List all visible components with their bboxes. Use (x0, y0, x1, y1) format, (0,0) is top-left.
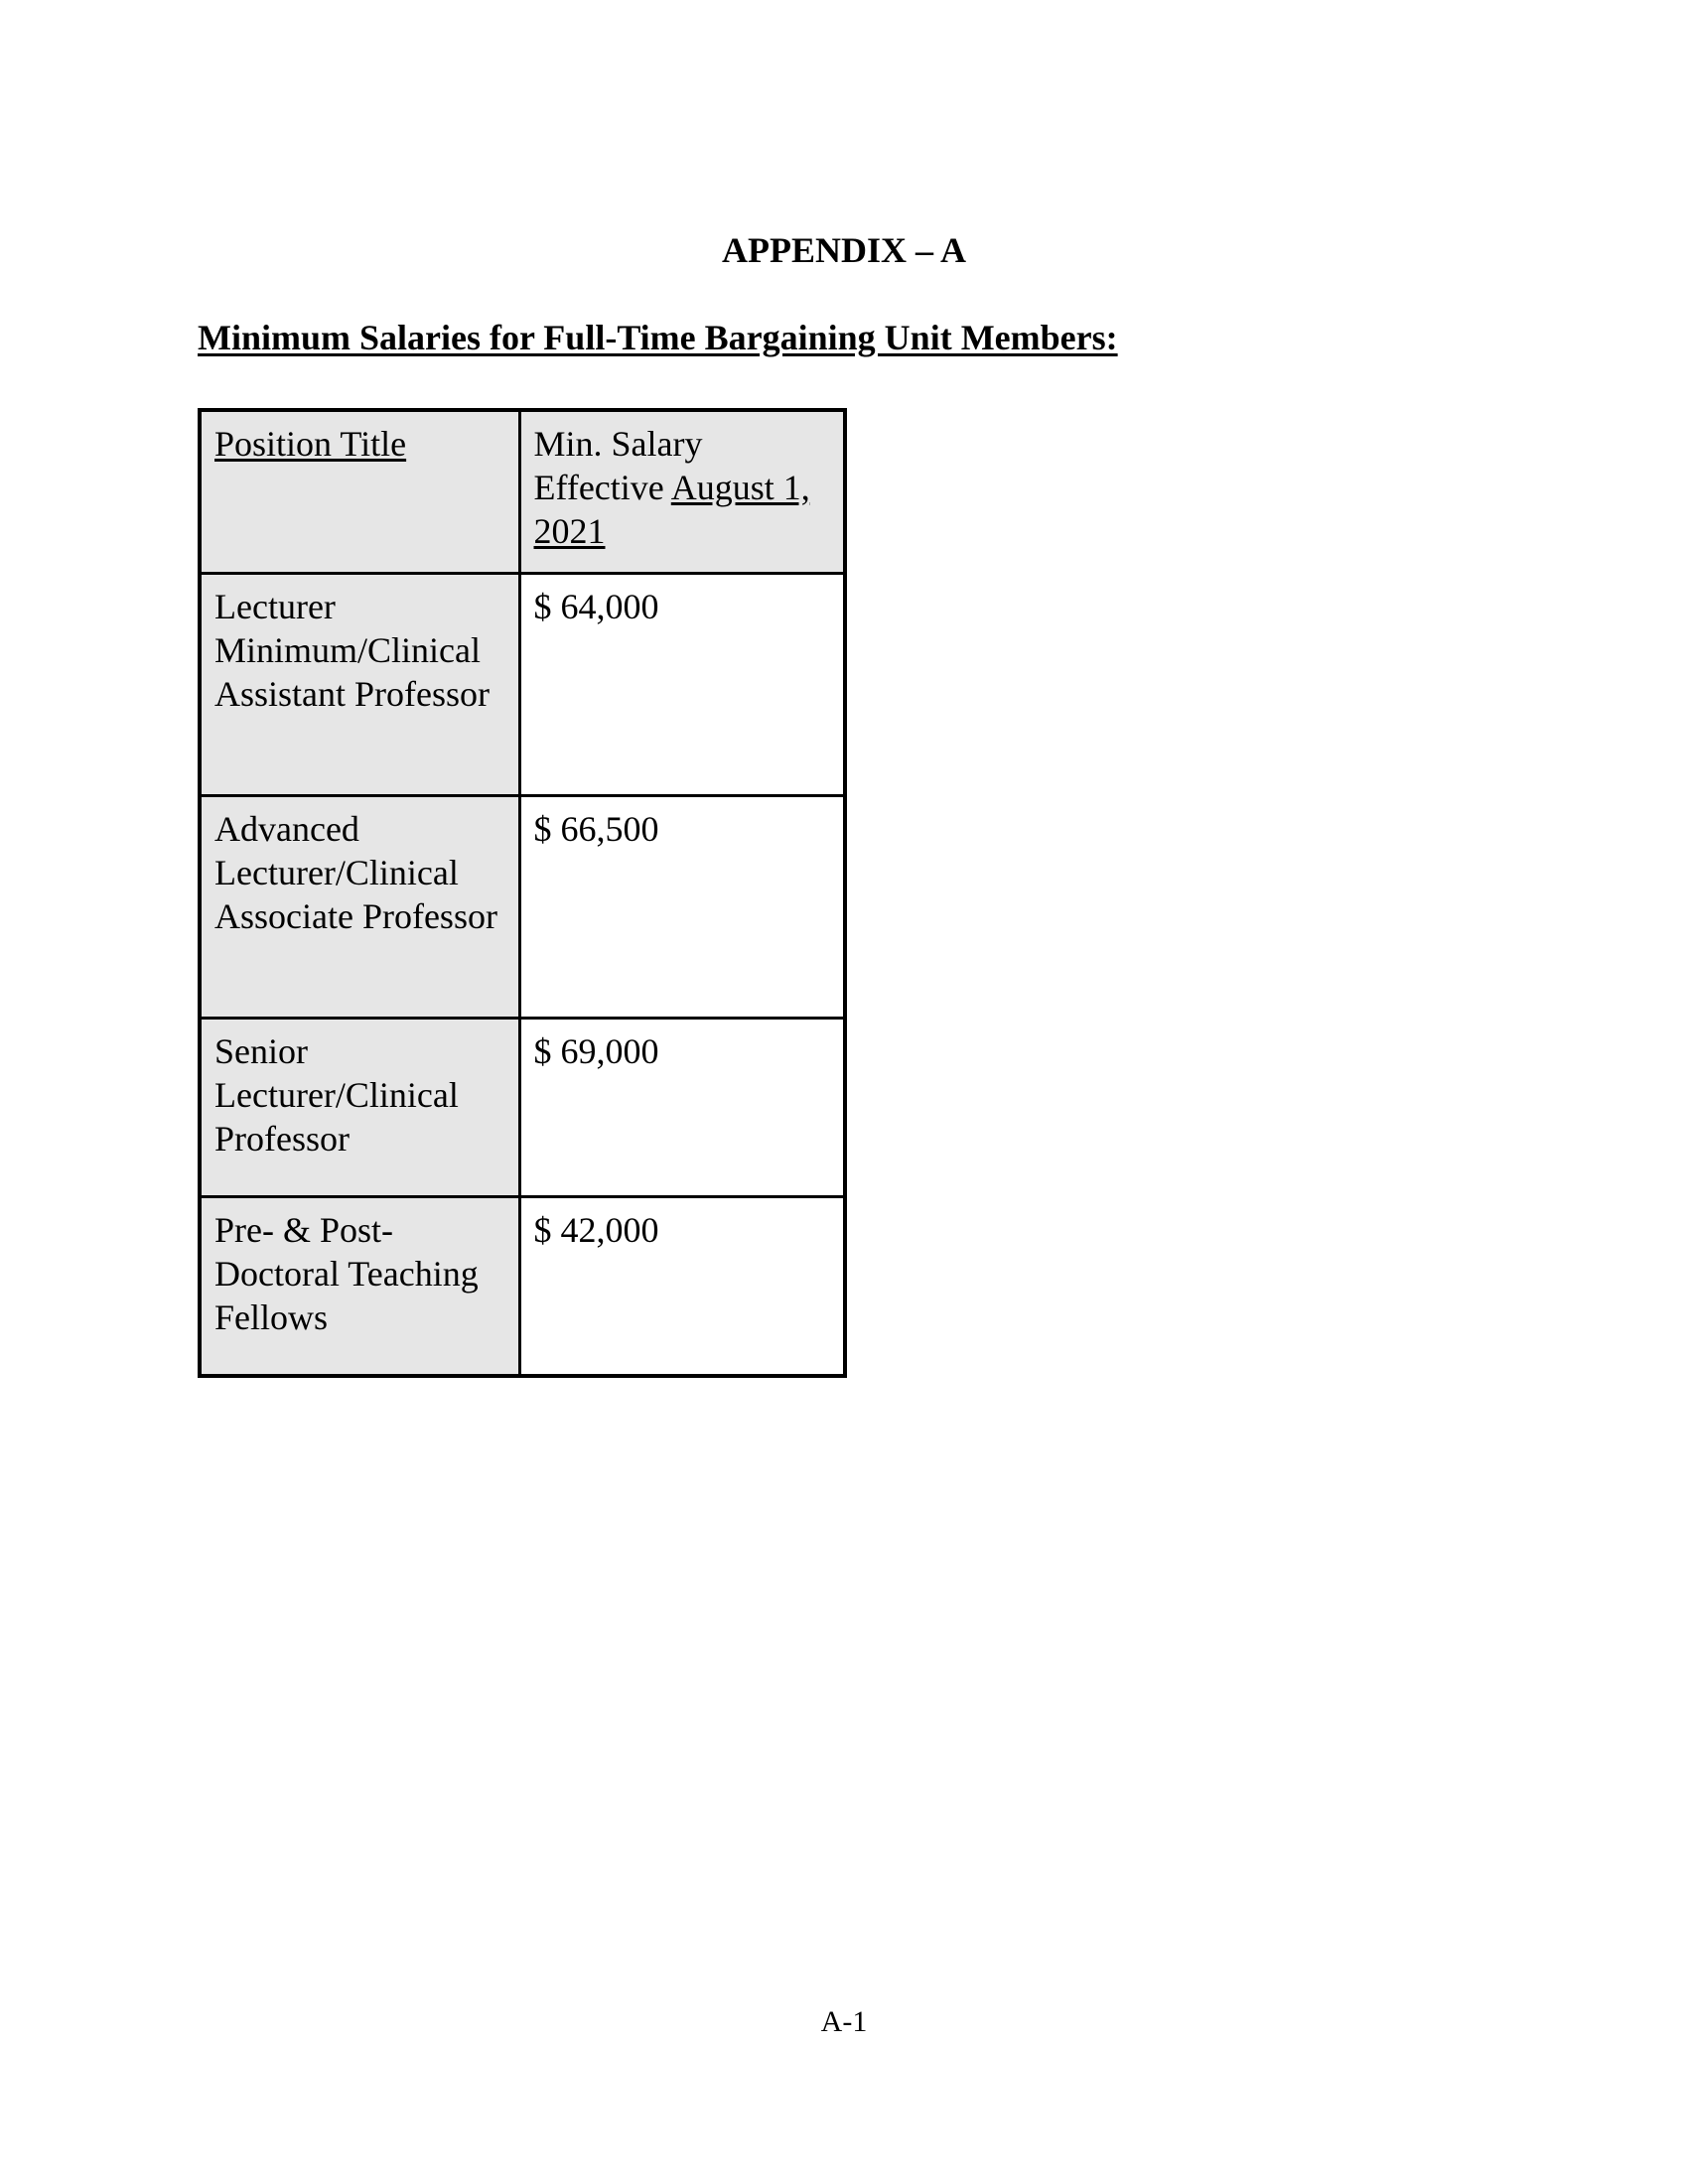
appendix-title: APPENDIX – A (721, 230, 966, 270)
position-cell: Senior Lecturer/Clinical Professor (200, 1019, 519, 1197)
section-heading: Minimum Salaries for Full-Time Bargaining Unit Members: (198, 318, 1118, 357)
header-salary-date: August 1, 2021 (533, 468, 810, 551)
position-cell: Lecturer Minimum/Clinical Assistant Professor (200, 574, 519, 796)
table-row (200, 1197, 845, 1377)
salary-cell: $ 42,000 (519, 1197, 845, 1377)
table-row (200, 796, 845, 1019)
position-cell: Advanced Lecturer/Clinical Associate Professor (200, 796, 519, 1019)
salary-cell: $ 64,000 (519, 574, 845, 796)
table-row (200, 1019, 845, 1197)
header-cell-salary (519, 410, 845, 574)
header-cell-position (200, 410, 519, 574)
position-cell: Pre- & Post-Doctoral Teaching Fellows (200, 1197, 519, 1377)
header-salary-prefix: Min. Salary Effective (533, 424, 703, 507)
salary-cell: $ 66,500 (519, 796, 845, 1019)
table-header-row (200, 410, 845, 574)
page-number: A-1 (820, 2005, 868, 2038)
salary-table (198, 408, 847, 1378)
header-position-title: Position Title (214, 424, 407, 464)
salary-cell: $ 69,000 (519, 1019, 845, 1197)
table-row (200, 574, 845, 796)
